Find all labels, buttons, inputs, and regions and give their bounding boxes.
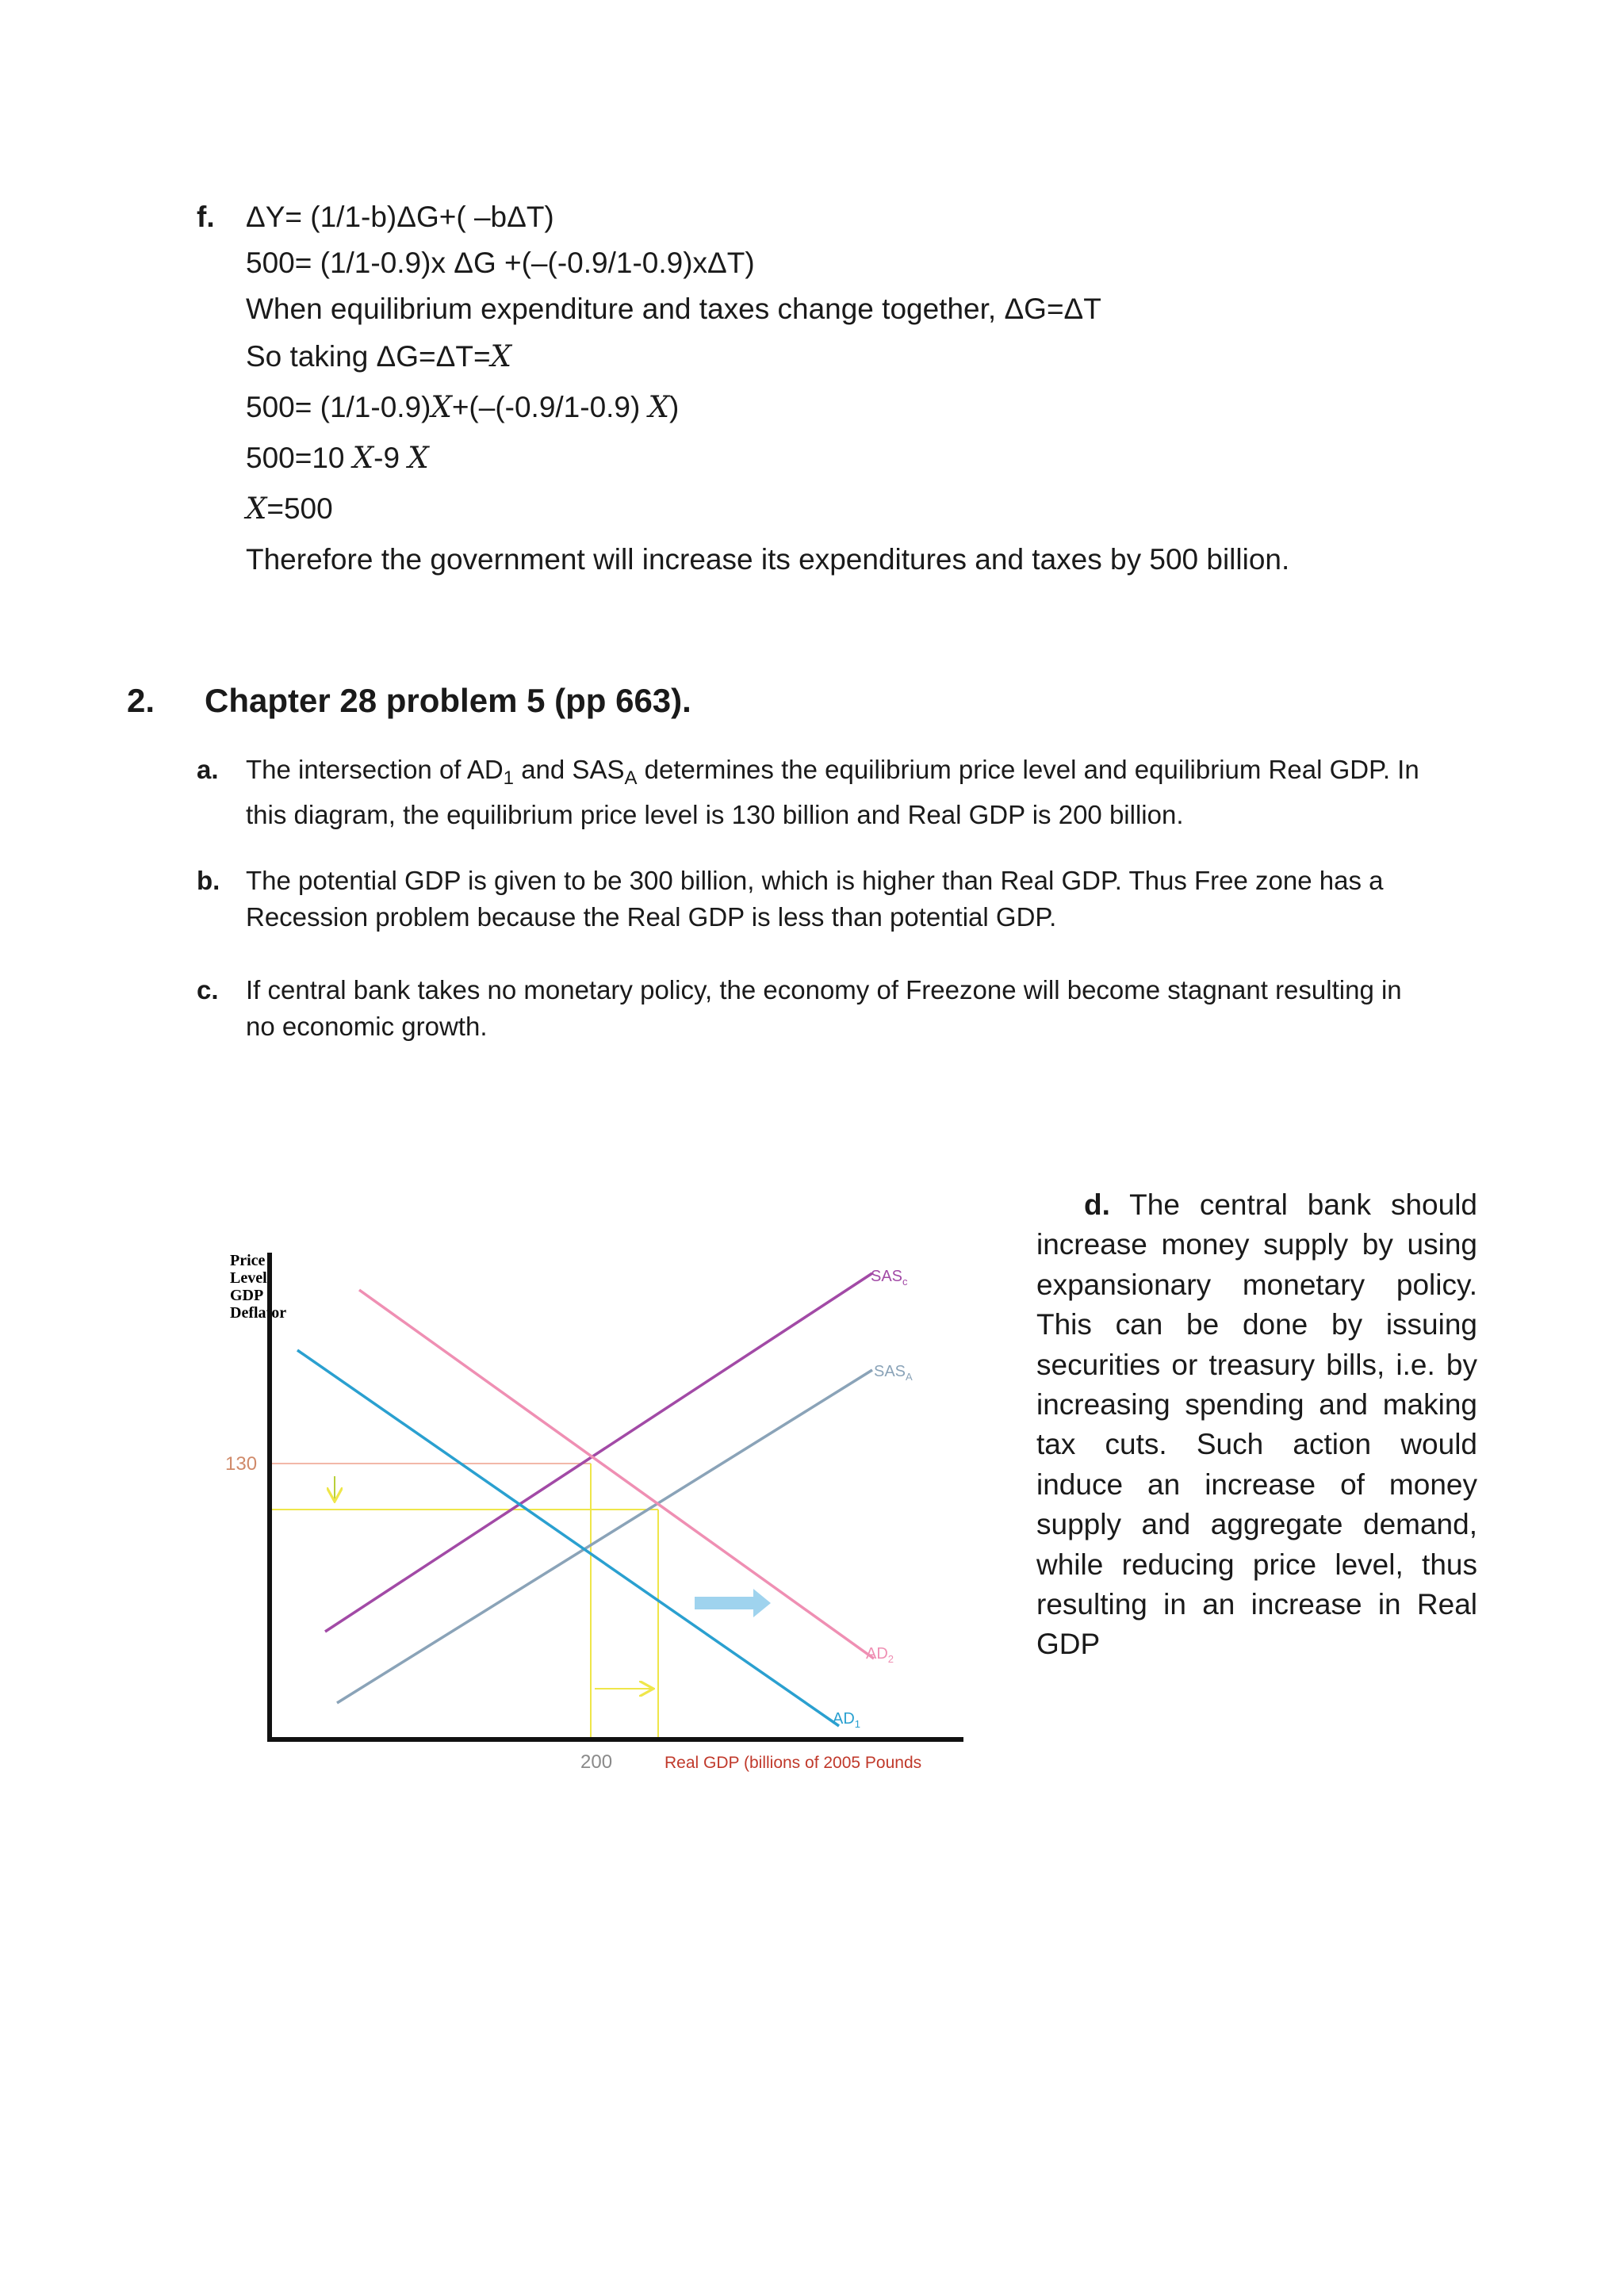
y-tick-130: 130	[225, 1453, 258, 1475]
ad2-label: $AD_2$	[866, 1645, 894, 1665]
equation-line-6: 500=10 X-9 X	[246, 441, 429, 475]
answer-a-label: a.	[197, 755, 219, 784]
equation-line-7: X=500	[246, 492, 333, 526]
equation-line-2: 500= (1/1-0.9)x ΔG +(–(-0.9/1-0.9)xΔT)	[246, 247, 755, 279]
question-2-title: Chapter 28 problem 5 (pp 663).	[205, 682, 691, 719]
sas-a-curve	[337, 1370, 872, 1703]
y-axis-label-line-2: Level	[230, 1269, 267, 1287]
equation-line-4: So taking ΔG=ΔT=X	[246, 339, 511, 373]
variable-x: X	[490, 339, 511, 373]
answer-b-label: b.	[197, 866, 220, 895]
ad1-curve	[297, 1350, 839, 1726]
answer-d	[1036, 1185, 1477, 1665]
answer-b: b. The potential GDP is given to be 300 billion, which is higher than Real GDP. Thus Free zone has a Recession problem because the Real GDP is less than potential GDP.	[246, 863, 1384, 936]
y-axis-label-line-4: Deflator	[230, 1304, 287, 1322]
ad2-curve	[359, 1290, 874, 1659]
equation-line-1: ΔY= (1/1-b)ΔG+( –bΔT)	[246, 201, 554, 233]
sas-c-label: $SAS_c$	[871, 1268, 908, 1288]
answer-a: a. The intersection of $AD_1$ and $SAS_A$ determines the equilibrium price level and equilibrium Real GDP. In this diagram, the equilibrium price level is 130 billion and Real GDP is 200 billion.	[246, 752, 1419, 833]
answer-d-label: d.	[1084, 1188, 1110, 1221]
conclusion-line: Therefore the government will increase its expenditures and taxes by 500 billion.	[246, 543, 1290, 576]
demand-shift-arrow	[695, 1589, 771, 1617]
y-axis-label-line-1: Price	[230, 1252, 266, 1269]
question-2-number: 2.	[127, 682, 155, 719]
answer-d-text: The central bank should increase money supply by using expansionary monetary policy. This can be done by issuing securities or treasury bills, i.e. by increasing spending and making tax cuts. Such action would induce an increase of money supply and aggregate demand, while reducing price level, thus resulting in an increase in Real GDP	[1036, 1188, 1477, 1661]
x-axis-label: Real GDP (billions of 2005 Pounds	[665, 1754, 922, 1772]
equation-line-3: When equilibrium expenditure and taxes change together, ΔG=ΔT	[246, 293, 1101, 325]
part-f-label: f.	[197, 201, 215, 233]
x-tick-200: 200	[580, 1751, 613, 1773]
y-axis-label-line-3: GDP	[230, 1287, 264, 1304]
sas-c-curve	[325, 1273, 872, 1632]
ad1-label: $AD_1$	[833, 1710, 861, 1730]
equation-line-5: 500= (1/1-0.9)X+(–(-0.9/1-0.9) X)	[246, 390, 680, 424]
answer-c-label: c.	[197, 975, 219, 1004]
sas-a-label: $SAS_A$	[874, 1363, 913, 1383]
ad-as-chart	[198, 1221, 991, 1792]
answer-c: c. If central bank takes no monetary policy, the economy of Freezone will become stagnant resulting in no economic growth.	[246, 972, 1402, 1045]
